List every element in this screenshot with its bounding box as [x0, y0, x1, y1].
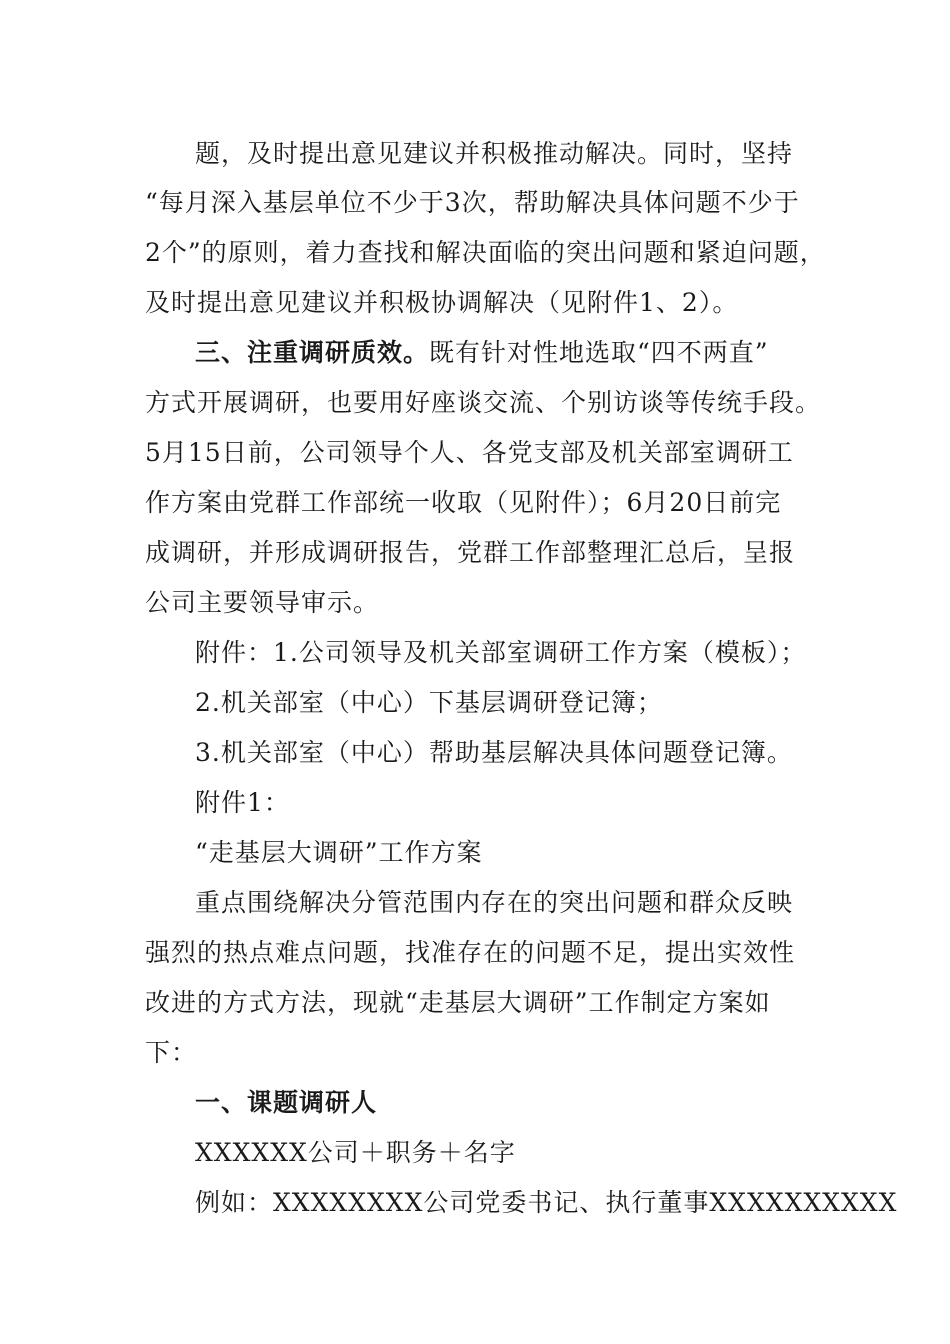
attachment-label: 附件1： [195, 788, 290, 817]
paragraph-line: 公司主要领导审示。 [145, 588, 380, 617]
paragraph-line: 重点围绕解决分管范围内存在的突出问题和群众反映 [195, 888, 794, 917]
paragraph-line: 2个”的原则，着力查找和解决面临的突出问题和紧迫问题， [145, 238, 826, 267]
section-heading-3: 三、注重调研质效。 [195, 338, 430, 367]
section-heading-1: 一、课题调研人 [195, 1088, 378, 1117]
paragraph-line: 成调研，并形成调研报告，党群工作部整理汇总后，呈报 [145, 538, 796, 567]
section-3-text: 既有针对性地选取“四不两直” [429, 338, 769, 367]
section-heading-line [195, 336, 769, 370]
paragraph-line: 改进的方式方法，现就“走基层大调研”工作制定方案如 [145, 988, 771, 1017]
paragraph-line: 强烈的热点难点问题，找准存在的问题不足，提出实效性 [145, 938, 796, 967]
paragraph-line: “每月深入基层单位不少于3次，帮助解决具体问题不少于 [145, 188, 800, 217]
paragraph-line: 作方案由党群工作部统一收取（见附件）；6月20日前完 [145, 488, 782, 517]
paragraph-line: 5月15日前，公司领导个人、各党支部及机关部室调研工 [145, 438, 794, 467]
paragraph-line: XXXXXX公司＋职务＋名字 [195, 1138, 516, 1167]
attachment-list-item: 3.机关部室（中心）帮助基层解决具体问题登记簿。 [195, 738, 793, 767]
paragraph-line: 方式开展调研，也要用好座谈交流、个别访谈等传统手段。 [145, 388, 822, 417]
paragraph-line: 题，及时提出意见建议并积极推动解决。同时，坚持 [195, 139, 794, 168]
attachment-list-item: 2.机关部室（中心）下基层调研登记簿； [195, 688, 663, 717]
attachment-list-item: 附件：1.公司领导及机关部室调研工作方案（模板）； [195, 638, 807, 667]
paragraph-line: 下： [145, 1038, 198, 1067]
paragraph-line: 例如：XXXXXXXX公司党委书记、执行董事XXXXXXXXXX [195, 1188, 898, 1217]
paragraph-line: 及时提出意见建议并积极协调解决（见附件1、2）。 [145, 288, 739, 317]
attachment-title: “走基层大调研”工作方案 [195, 838, 483, 867]
